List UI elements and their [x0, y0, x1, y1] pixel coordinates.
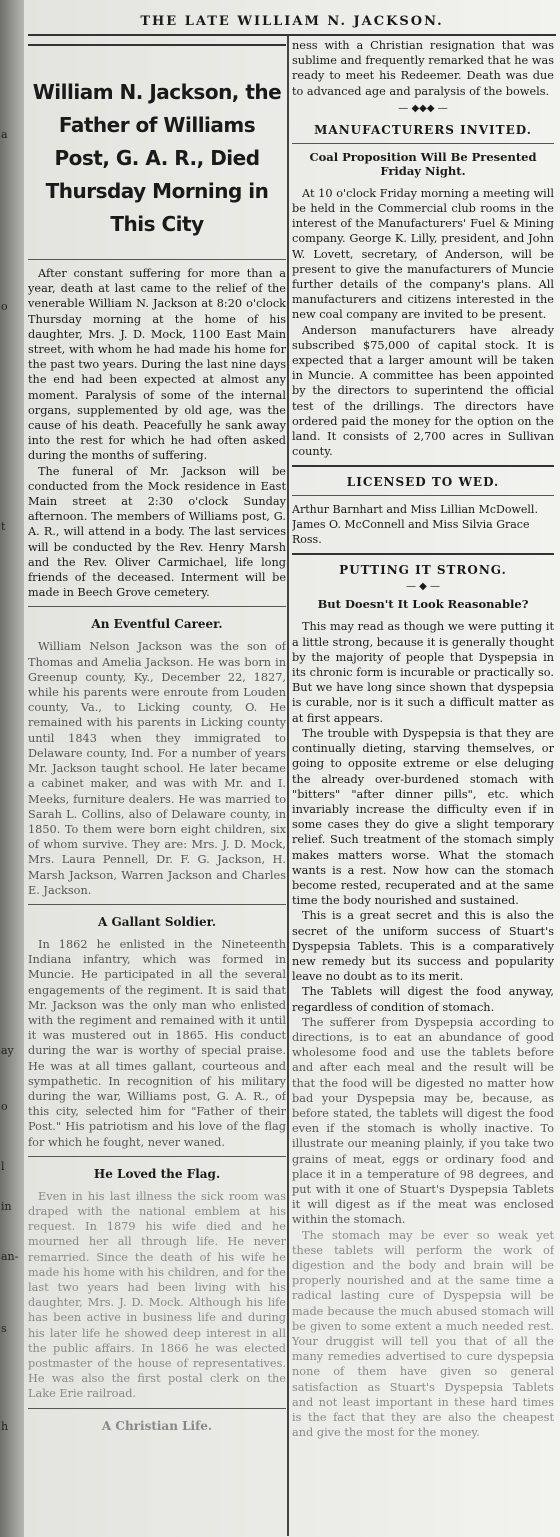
continued-paragraph: ness with a Christian resignation that was sublime and frequently remarked that he was ready to meet his Redeemer. Death was due to advanced age and paralysis of the bowels. [292, 39, 554, 98]
licensed-heading: LICENSED TO WED. [346, 475, 500, 490]
strip-letter: o [1, 1100, 8, 1113]
strong-heading: PUTTING IT STRONG. [339, 563, 507, 578]
strong-paragraph: The sufferer from Dyspepsia according to directions, is to eat an abundance of good wholesome food and use the tablets before and after each meal and the result will be that the food will be digested no matter how bad your Dyspepsia may be, because, as before stated, the tablets will digest the food even if the stomach is wholly inactive. To illustrate our meaning plainly, if you take two grains of meat, eggs or ordinary food and place it in a temperature of 98 degrees, and put with it one of Stuart's Dyspepsia Tablets it will digest as if the meat was enclosed within the stomach. [292, 1015, 554, 1227]
strong-paragraph: The trouble with Dyspepsia is that they are continually dieting, starving themselves, or going to opposite extreme or else deluging the already over-burdened stomach with "bitters" "after dinner pills", etc. which invariably increase the difficulty even if in some cases they do give a slight temporary relief. Such treatment of the stomach simply makes matters worse. What the stomach wants is a rest. Now how can the stomach become rested, recuperated and at the same time the body nourished and sustained. [292, 726, 554, 908]
article-paragraph: After constant suffering for more than a year, death at last came to the relief of the venerable William N. Jackson at 8:20 o'clock Thursday morning at the home of his daughter, Mrs. J. D. Mock, 1100 East Main street, with whom he had made his home for the past two years. During the last nine days the end had been expected at almost any moment. Paralysis of some of the internal organs, supplemented by old age, was the cause of his death. Peacefully he sank away into the rest for which he had often asked during the months of suffering. [28, 267, 286, 463]
masthead-title: THE LATE WILLIAM N. JACKSON. [140, 14, 444, 29]
strip-letter: l [1, 1160, 5, 1173]
strong-paragraph: The Tablets will digest the food anyway, regardless of condition of stomach. [292, 985, 554, 1014]
strip-letter: o [1, 300, 8, 313]
strip-letter: h [1, 1420, 9, 1433]
section-heading-soldier: A Gallant Soldier. [97, 914, 217, 929]
section-rule [28, 904, 286, 905]
section-rule [292, 465, 554, 467]
strong-paragraph: This may read as though we were putting it a little strong, because it is generally thought by the majority of people that Dyspepsia in its chronic form is incurable or practically so. But we have long since shown that dyspepsia is curable, nor is it such a difficult matter as at first appears. [292, 620, 554, 725]
strip-letter: in [1, 1200, 12, 1213]
strip-letter: a [1, 128, 8, 141]
section-heading-career: An Eventful Career. [91, 617, 223, 632]
section-rule [28, 1156, 286, 1157]
strip-letter: s [1, 1322, 7, 1335]
manufacturers-subhead: Coal Proposition Will Be Presented Friday Night. [309, 149, 537, 178]
flag-paragraph: Even in his last illness the sick room was draped with the national emblem at his request. In 1879 his wife died and he mourned her all through life. He never remarried. Since the death of his wife he made his home with his children, and for the last two years had been living with his daughter, Mrs. J. D. Mock. Although his life has been active in business life and during his later life he showed deep interest in all the public affairs. In 1866 he was elected postmaster of the house of representatives. He was also the first postal clerk on the Lake Erie railroad. [28, 1189, 286, 1401]
license-entry: James O. McConnell and Miss Silvia Grace Ross. [292, 518, 530, 547]
left-column [28, 38, 286, 1533]
adjacent-column-strip [0, 0, 24, 1537]
manufacturers-paragraph: Anderson manufacturers have already subscribed $75,000 of capital stock. It is expected that a larger amount will be taken in Muncie. A committee has been appointed by the directors to superintend the official test of the drillings. The directors have ordered paid the money for the option on the land. It consists of 2,700 acres in Sullivan county. [292, 323, 554, 459]
strong-paragraph: This is a great secret and this is also the secret of the uniform success of Stuart's Dyspepsia Tablets. This is a comparatively new remedy but its success and popularity leave no doubt as to its merit. [292, 909, 554, 984]
strip-letter: an- [1, 1250, 19, 1263]
top-rule [28, 44, 286, 46]
section-rule [28, 1408, 286, 1409]
section-rule [28, 606, 286, 607]
strong-paragraph: The stomach may be ever so weak yet these tablets will perform the work of digestion and the body and brain will be properly nourished and at the same time a radical lasting cure of Dyspepsia will be made because the much abused stomach will be given to some extent a much needed rest. Your druggist will tell you that of all the many remedies advertised to cure dyspepsia none of them have given so general satisfaction as Stuart's Dyspepsia Tablets and not least important in these hard times is the fact that they are also the cheapest and give the most for the money. [292, 1228, 554, 1440]
strong-subhead: But Doesn't It Look Reasonable? [317, 597, 529, 612]
ornament-rule: — ◆ — [405, 581, 441, 593]
ornament-rule: — ◆◆◆ — [398, 102, 448, 114]
section-heading-flag: He Loved the Flag. [93, 1166, 221, 1181]
section-rule [292, 553, 554, 555]
license-entry: Arthur Barnhart and Miss Lillian McDowell. [292, 503, 538, 517]
strip-letter: ay [1, 1044, 14, 1057]
heading-rule [292, 495, 554, 496]
strip-letter: t [1, 520, 6, 533]
right-column [292, 38, 554, 1533]
career-paragraph: William Nelson Jackson was the son of Thomas and Amelia Jackson. He was born in Greenup county, Ky., December 22, 1827, while his parents were enroute from Louden county, Va., to Licking county, O. He remained with his parents in Licking county until 1843 when they immigrated to Delaware county, Ind. For a number of years Mr. Jackson taught school. He later became a cabinet maker, and was with Mr. and I. Meeks, furniture dealers. He was married to Sarah L. Collins, also of Delaware county, in 1850. To them were born eight children, six of whom survive. They are: Mrs. J. D. Mock, Mrs. Laura Pennell, Dr. F. G. Jackson, H. Marsh Jackson, Warren Jackson and Charles E. Jackson. [28, 640, 286, 897]
article-headline: William N. Jackson, the Father of Williams Post, G. A. R., Died Thursday Morning in This City [32, 80, 282, 236]
manufacturers-paragraph: At 10 o'clock Friday morning a meeting will be held in the Commercial club rooms in the interest of the Manufacturers' Fuel & Mining company. George K. Lilly, president, and John W. Lovett, secretary, of Anderson, will be present to give the manufacturers of Muncie further details of the company's plans. All manufacturers and citizens interested in the new coal company are invited to be present. [292, 186, 554, 322]
manufacturers-heading: MANUFACTURERS INVITED. [314, 122, 532, 137]
headline-rule [28, 259, 286, 260]
heading-rule [292, 143, 554, 144]
column-divider [287, 36, 289, 1536]
article-paragraph: The funeral of Mr. Jackson will be conducted from the Mock residence in East Main street at 2:30 o'clock Sunday afternoon. The members of Williams post, G. A. R., will attend in a body. The last services will be conducted by the Rev. Henry Marsh and the Rev. Oliver Carmichael, life long friends of the deceased. Interment will be made in Beech Grove cemetery. [28, 464, 286, 600]
page-masthead [28, 10, 556, 36]
soldier-paragraph: In 1862 he enlisted in the Nineteenth Indiana infantry, which was formed in Muncie. He participated in all the several engagements of the regiment. It is said that Mr. Jackson was the only man who enlisted with the regiment and remained with it until it was mustered out in 1865. His conduct during the war is worthy of special praise. He was at all times gallant, courteous and sympathetic. In recognition of his military during the war, Williams post, G. A. R., of this city, selected him for "Father of their Post." His patriotism and his love of the flag for which he fought, never waned. [28, 937, 286, 1149]
section-heading-christian: A Christian Life. [101, 1418, 213, 1433]
